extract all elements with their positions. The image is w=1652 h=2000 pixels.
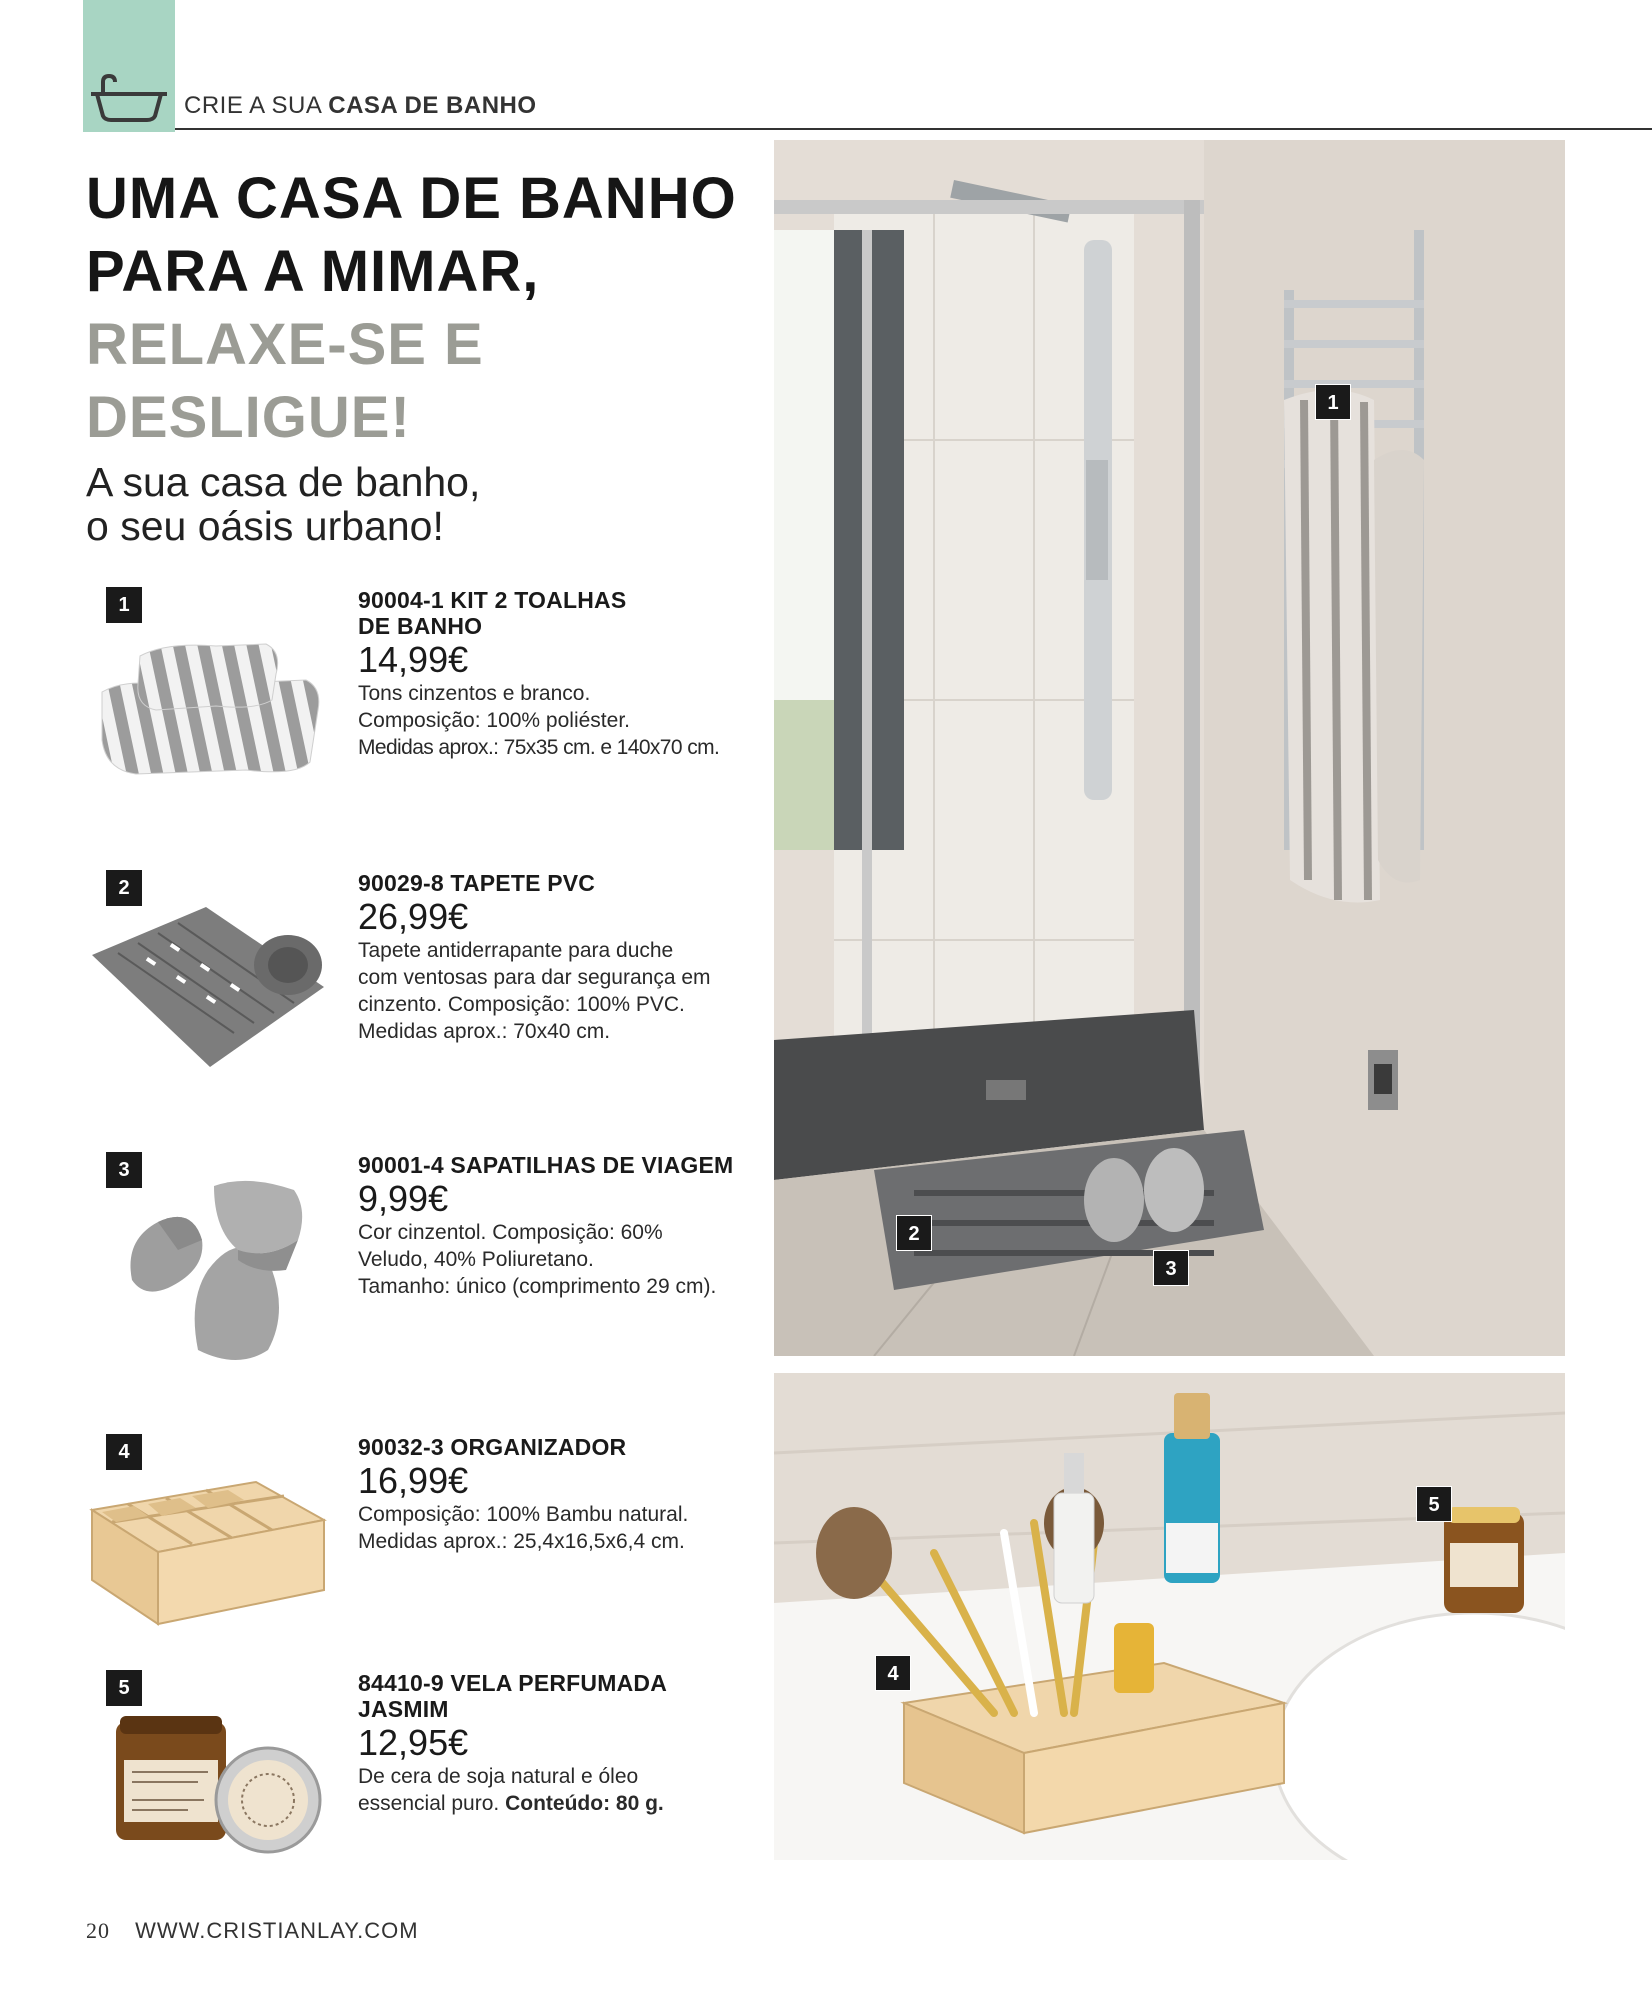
bathtub-icon xyxy=(89,72,169,124)
product-title: 90001-4 SAPATILHAS DE VIAGEM xyxy=(358,1152,734,1178)
photo-marker: 2 xyxy=(896,1215,932,1251)
bamboo-organizer-image xyxy=(88,1470,328,1630)
product-description: Cor cinzentol. Composição: 60% Veludo, 40% Poliuretano. Tamanho: único (comprimento 29 cm). xyxy=(358,1221,717,1298)
pvc-mat-image xyxy=(88,895,328,1075)
scented-candle-image xyxy=(108,1710,328,1860)
product-description: Composição: 100% Bambu natural. Medidas aprox.: 25,4x16,5x6,4 cm. xyxy=(358,1503,689,1553)
product-price: 12,95€ xyxy=(358,1722,469,1763)
product-title: 90032-3 ORGANIZADOR xyxy=(358,1434,627,1460)
product-price: 9,99€ xyxy=(358,1178,449,1219)
page-footer xyxy=(86,1918,419,1944)
header-divider xyxy=(175,128,1652,130)
slippers-image xyxy=(118,1170,318,1370)
product-number-badge: 1 xyxy=(106,587,142,623)
product-info-pvc-mat xyxy=(358,870,758,1045)
product-number-badge: 4 xyxy=(106,1434,142,1470)
product-number-badge: 2 xyxy=(106,870,142,906)
product-title: 90004-1 KIT 2 TOALHAS DE BANHO xyxy=(358,587,627,639)
page-number: 20 xyxy=(86,1918,110,1943)
product-info-candle xyxy=(358,1670,758,1817)
product-title: 90029-8 TAPETE PVC xyxy=(358,870,596,896)
product-number-badge: 5 xyxy=(106,1670,142,1706)
vanity-photo xyxy=(774,1373,1565,1860)
product-price: 26,99€ xyxy=(358,896,469,937)
product-description: Tons cinzentos e branco. Composição: 100% poliéster. Medidas aprox.: 75x35 cm. e 140x70 cm. xyxy=(358,682,720,759)
product-description: Tapete antiderrapante para duche com ventosas para dar segurança em cinzento. Composição: 100% PVC. Medidas aprox.: 70x40 cm. xyxy=(358,939,711,1043)
page-headline: UMA CASA DE BANHO PARA A MIMAR, RELAXE-SE E DESLIGUE! xyxy=(86,166,737,450)
product-title: 84410-9 VELA PERFUMADA JASMIM xyxy=(358,1670,668,1722)
photo-marker: 5 xyxy=(1416,1486,1452,1522)
photo-marker: 1 xyxy=(1315,384,1351,420)
product-description: De cera de soja natural e óleo essencial puro. Conteúdo: 80 g. xyxy=(358,1765,664,1815)
product-info-slippers xyxy=(358,1152,758,1300)
towels-image xyxy=(96,630,326,780)
product-number-badge: 3 xyxy=(106,1152,142,1188)
vanity-illustration xyxy=(774,1373,1565,1860)
shower-room-photo xyxy=(774,140,1565,1356)
page-subtitle: A sua casa de banho, o seu oásis urbano! xyxy=(86,459,481,549)
shower-room-illustration xyxy=(774,140,1565,1356)
product-info-organizer xyxy=(358,1434,758,1555)
product-price: 14,99€ xyxy=(358,639,469,680)
website-link[interactable]: WWW.CRISTIANLAY.COM xyxy=(135,1918,419,1943)
product-info-towels xyxy=(358,587,758,761)
photo-marker: 3 xyxy=(1153,1250,1189,1286)
product-price: 16,99€ xyxy=(358,1460,469,1501)
photo-marker: 4 xyxy=(875,1655,911,1691)
section-tab xyxy=(83,0,175,132)
section-label: CRIE A SUA CASA DE BANHO xyxy=(184,92,537,119)
